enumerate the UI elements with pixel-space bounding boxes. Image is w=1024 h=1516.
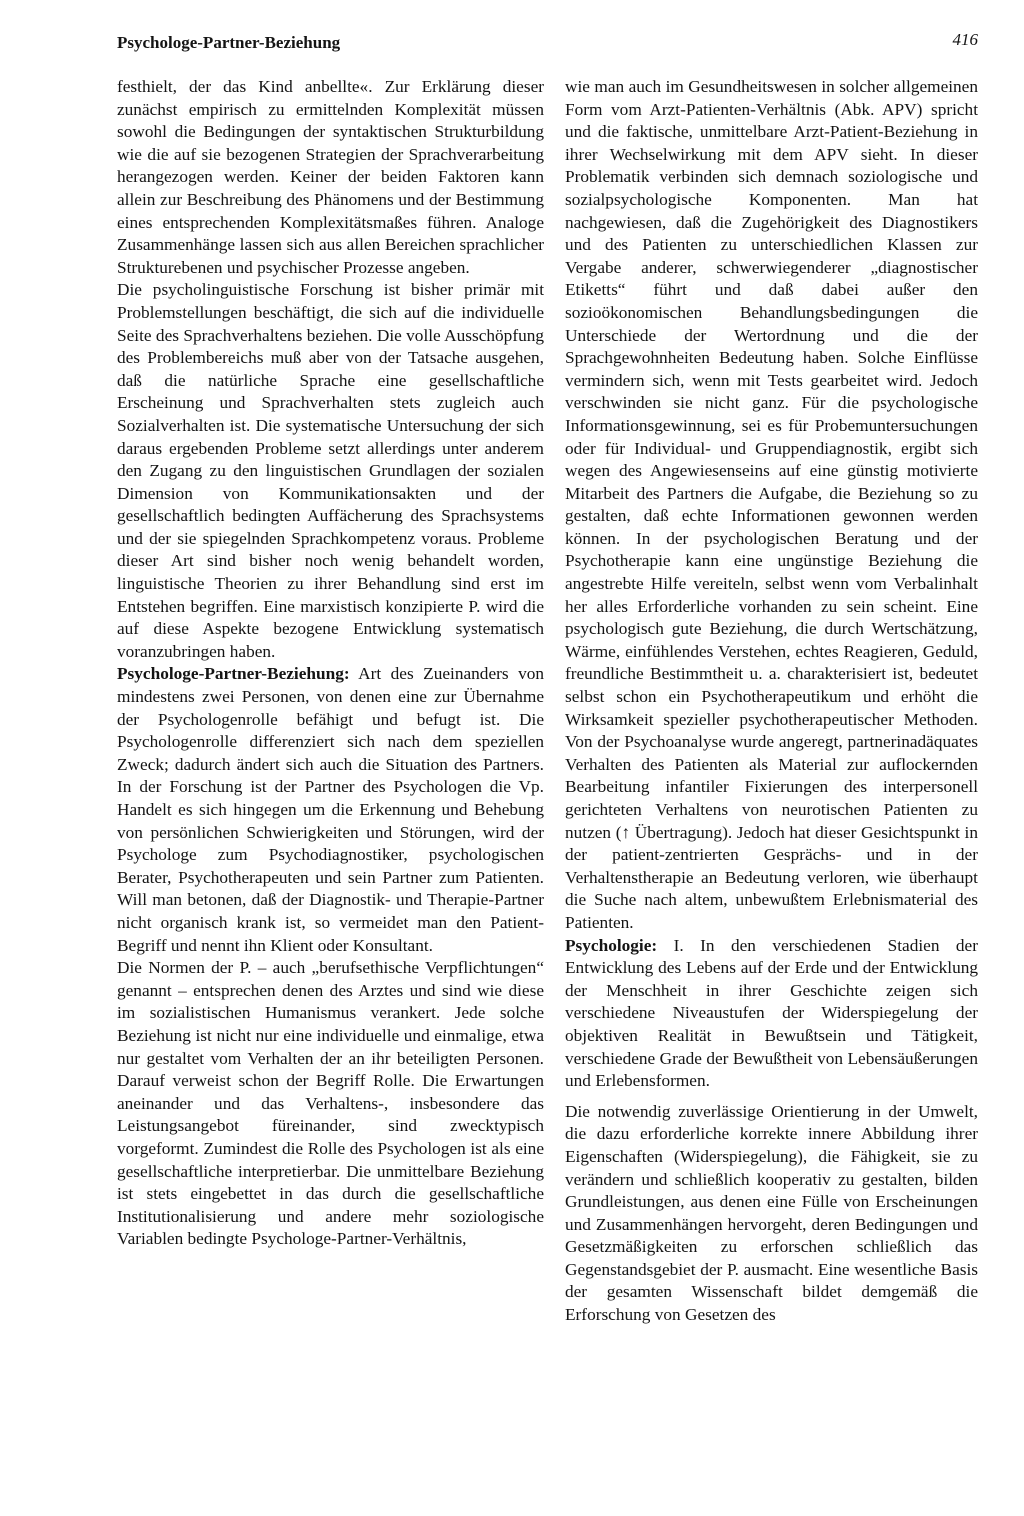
running-head: Psychologe-Partner-Beziehung [117,33,341,52]
entry-text: I. In den verschiedenen Stadien der Entwicklung des Lebens auf der Erde und der Entwicklung der Menschheit in ihrer Geschichte zeigen sich verschiedene Niveaustufen der Widerspiegelung der objektiven Realität in Bewußtsein und Tätigkeit, verschiedene Grade der Bewußtheit von Lebensäußerungen und Erlebensformen. [565,935,978,1091]
paragraph: festhielt, der das Kind anbellte«. Zur Erklärung dieser zunächst empirisch zu ermittelnden Komplexität müssen sowohl die Bedingungen der syntaktischen Strukturbildung wie die auf sie bezogenen Strategien der Sprachverarbeitung herangezogen werden. Keiner der beiden Faktoren kann allein zur Beschreibung des Phänomens und der Bestimmung eines entsprechenden Komplexitätsmaßes führen. Analoge Zusammenhänge lassen sich aus allen Bereichen sprachlicher Strukturebenen und psychischer Prozesse angeben. [117,77,544,277]
paragraph: Die Normen der P. – auch „berufsethische Verpflichtungen“ genannt – entsprechen denen des Arztes und sind wie diese im sozialistischen Humanismus verankert. Jede solche Beziehung ist nicht nur eine individuelle und einmalige, etwa nur gestaltet vom Verhalten der an ihr beteiligten Personen. Darauf verweist schon der Begriff Rolle. Die Erwartungen aneinander und das Verhaltens-, insbesondere das Leistungsangebot füreinander, sind zwecktypisch vorgeformt. Zumindest die Rolle des Psychologen ist als eine gesellschaftliche interpretierbar. Die unmittelbare Beziehung ist stets eingebettet in das durch die gesellschaftliche Institutionalisierung und andere mehr soziologische Variablen bedingte Psychologe-Partner-Verhältnis, [117,958,544,1249]
paragraph: Die psycholinguistische Forschung ist bisher primär mit Problemstellungen beschäftigt, die sich auf die individuelle Seite des Sprachverhaltens beziehen. Die volle Ausschöpfung des Problembereichs muß aber von der Tatsache ausgehen, daß die natürliche Sprache eine gesellschaftliche Erscheinung und Sprachverhalten stets zugleich auch Sozialverhalten ist. Die systematische Untersuchung der sich daraus ergebenden Probleme setzt allerdings unter anderem den Zugang zu den linguistischen Grundlagen der sozialen Dimension von Kommunikationsakten und der gesellschaftlich bedingten Auffächerung des Sprachsystems und der sie spiegelnden Sprachkompetenz voraus. Probleme dieser Art sind bisher noch wenig behandelt worden, linguistische Theorien zu ihrer Behandlung sind erst im Entstehen begriffen. Eine marxistisch konzipierte P. wird die auf diese Aspekte bezogene Entwicklung systematisch voranzubringen haben. [117,280,544,661]
paragraph: wie man auch im Gesundheitswesen in solcher allgemeinen Form vom Arzt-Patienten-Verhältnis (Abk. APV) spricht und die faktische, unmittelbare Arzt-Patient-Beziehung in ihrer Wechselwirkung mit dem APV sieht. In dieser Problematik verbinden sich demnach soziologische und sozialpsychologische Komponenten. Man hat nachgewiesen, daß die Zugehörigkeit des Diagnostikers und des Patienten zu unterschiedlichen Klassen zur Vergabe anderer, schwerwiegenderer „diagnostischer Etiketts“ führt und daß dabei außer den sozioökonomischen Behandlungsbedingungen die Unterschiede der Wertordnung und die der Sprachgewohnheiten Bedeutung haben. Solche Einflüsse vermindern sich, wenn mit Tests gearbeitet wird. Jedoch verschwinden sie nicht ganz. Für die psychologische Informationsgewinnung, sei es für Probemuntersuchungen oder für Individual- und Gruppendiagnostik, ergibt sich wegen des Angewiesenseins auf eine günstig motivierte Mitarbeit des Partners die Aufgabe, die Beziehung so zu gestalten, daß echte Informationen gewonnen werden können. In der psychologischen Beratung und der Psychotherapie kann eine ungünstige Beziehung die angestrebte Hilfe vereiteln, selbst wenn vom Verbalinhalt her alles Erforderliche vorhanden zu sein scheint. Eine psychologisch gute Beziehung, die durch Wertschätzung, Wärme, einfühlendes Verstehen, echtes Reagieren, Geduld, freundliche Bestimmtheit u. a. charakterisiert ist, bedeutet selbst schon ein Psychotherapeutikum und erhöht die Wirksamkeit spezieller psychotherapeutischer Methoden. Von der Psychoanalyse wurde angeregt, partnerinadäquates Verhalten des Patienten als Material zur auflockernden Bearbeitung infantiler Fixierungen des interpersonell gerichteten Verhaltens von neurotischen Patienten zu nutzen (↑ Übertragung). Jedoch hat dieser Gesichtspunkt in der patient-zentrierten Gesprächs- und in der Verhaltenstherapie an Bedeutung verloren, wie überhaupt die Suche nach altem, unbewußtem Erlebnismaterial des Patienten. [565,77,978,932]
paragraph: Die notwendig zuverlässige Orientierung in der Umwelt, die dazu erforderliche korrekte innere Abbildung ihrer Eigenschaften (Widerspiegelung), die Fähigkeit, sie zu verändern und schließlich kooperativ zu gestalten, bilden Grundleistungen, aus denen eine Fülle von Erscheinungen und Zusammenhängen hervorgeht, deren Bedingungen und Gesetzmäßigkeiten zu erforschen schließlich das Gegenstandsgebiet der P. ausmacht. Eine wesentliche Basis der gesamten Wissenschaft bildet demgemäß die Erforschung von Gesetzen des [565,1101,978,1325]
right-column [565,76,978,1327]
page-number: 416 [952,30,978,49]
entry-heading: Psychologie: [565,935,658,955]
left-column [117,76,544,1251]
entry-psychologie [565,935,978,1093]
entry-psychologe-partner-beziehung [117,663,544,957]
entry-heading: Psychologe-Partner-Beziehung: [117,664,350,684]
entry-text: Art des Zueinanders von mindestens zwei Personen, von denen eine zur Übernahme der Psychologenrolle befähigt und befugt ist. Die Psychologenrolle differenziert sich nach dem speziellen Zweck; dadurch ändert sich auch die Situation des Partners. In der Forschung ist der Partner des Psychologen die Vp. Handelt es sich hingegen um die Erkennung und Behebung von persönlichen Schwierigkeiten und Störungen, wird der Psychologe zum Psychodiagnostiker, psychologischen Berater, Psychotherapeuten und sein Partner zum Patienten. Will man betonen, daß der Diagnostik- und Therapie-Partner nicht organisch krank ist, so vermeidet man den Patient-Begriff und nennt ihn Klient oder Konsultant. [117,664,544,955]
